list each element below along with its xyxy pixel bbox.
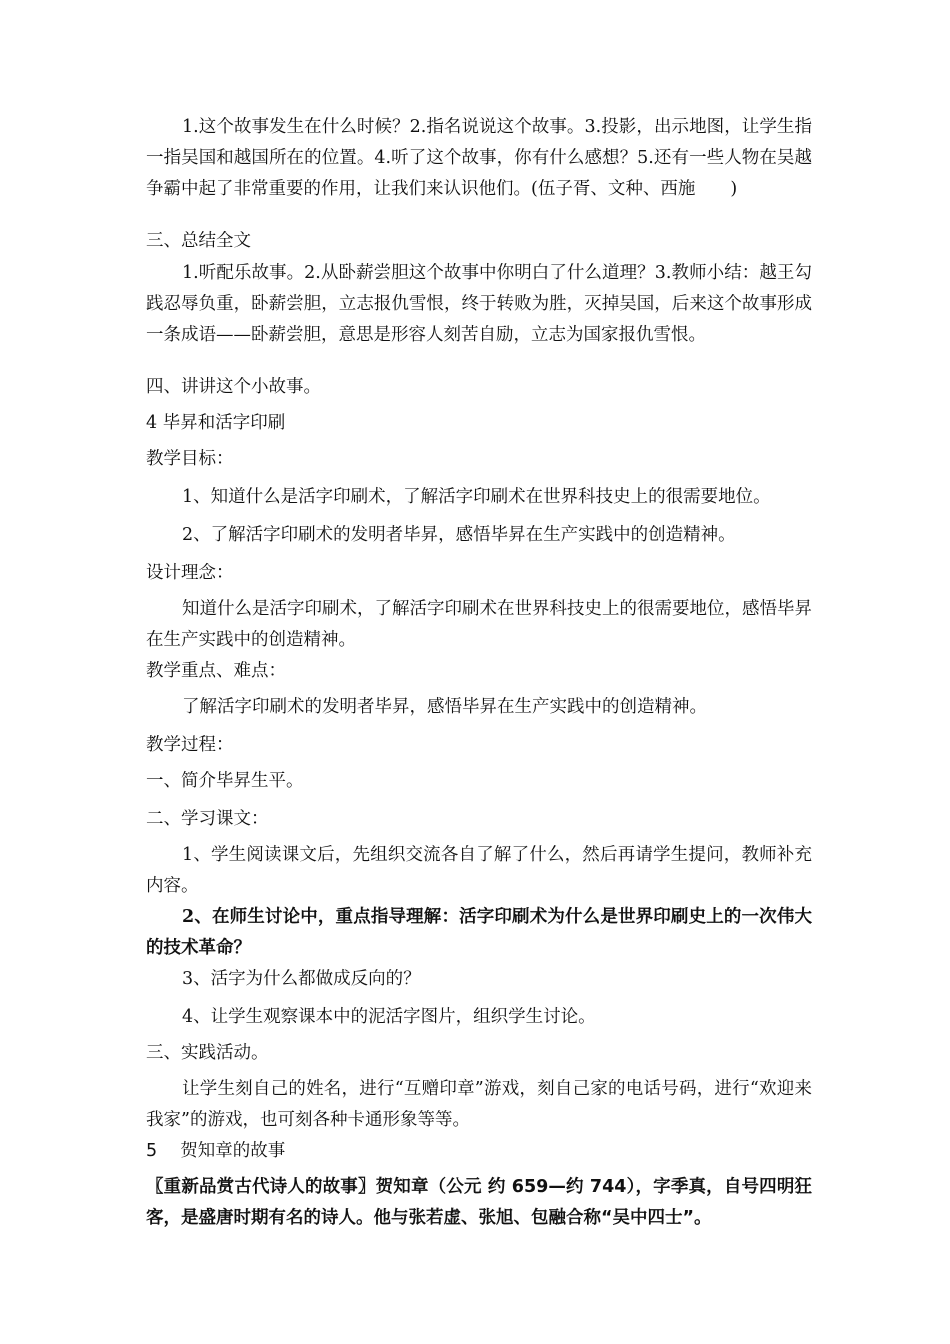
- paragraph-summary-steps: 1.听配乐故事。2.从卧薪尝胆这个故事中你明白了什么道理？3.教师小结：越王勾践忍辱负重，卧薪尝胆，立志报仇雪恨，终于转败为胜，灭掉吴国，后来这个故事形成一条成语——卧薪尝胆，意思是形容人刻苦自励，立志为国家报仇雪恨。: [146, 263, 812, 345]
- paragraph-story-questions: 1.这个故事发生在什么时候？2.指名说说这个故事。3.投影，出示地图，让学生指一指吴国和越国所在的位置。4.听了这个故事，你有什么感想？5.还有一些人物在吴越争霸中起了非常重要的作用，让我们来认识他们。(伍子胥、文种、西施 ): [146, 117, 812, 199]
- process-step-2: 二、学习课文：: [146, 809, 269, 829]
- paragraph-he-zhizhang-intro: 〖重新品赏古代诗人的故事〗贺知章（公元 约 659—约 744），字季真，自号四明狂客，是盛唐时期有名的诗人。他与张若虚、张旭、包融合称“吴中四士”。: [146, 1177, 812, 1228]
- lesson-title-bisheng: 4 毕昇和活字印刷: [146, 413, 286, 433]
- paragraph-key-points: 了解活字印刷术的发明者毕昇，感悟毕昇在生产实践中的创造精神。: [182, 697, 707, 717]
- process-step-1: 一、简介毕昇生平。: [146, 771, 304, 791]
- process-item-2-bold: 2、在师生讨论中，重点指导理解：活字印刷术为什么是世界印刷史上的一次伟大的技术革命？: [146, 907, 812, 958]
- paragraph-design-concept: 知道什么是活字印刷术，了解活字印刷术在世界科技史上的很需要地位，感悟毕昇在生产实践中的创造精神。: [146, 599, 812, 650]
- heading-retell-story: 四、讲讲这个小故事。: [146, 377, 321, 397]
- heading-teaching-process: 教学过程：: [146, 735, 234, 755]
- process-item-1: 1、学生阅读课文后，先组织交流各自了解了什么，然后再请学生提问，教师补充内容。: [146, 845, 812, 896]
- heading-design-concept: 设计理念：: [146, 563, 234, 583]
- process-item-4: 4、让学生观察课本中的泥活字图片，组织学生讨论。: [182, 1007, 596, 1027]
- goal-item-1: 1、知道什么是活字印刷术，了解活字印刷术在世界科技史上的很需要地位。: [182, 487, 771, 507]
- heading-key-difficult-points: 教学重点、难点：: [146, 661, 286, 681]
- heading-summary: 三、总结全文: [146, 231, 251, 251]
- process-item-3: 3、活字为什么都做成反向的？: [182, 969, 421, 989]
- heading-teaching-goals: 教学目标：: [146, 449, 234, 469]
- heading-practice-activity: 三、实践活动。: [146, 1043, 269, 1063]
- lesson-title-he-zhizhang: 5 贺知章的故事: [146, 1141, 286, 1161]
- paragraph-practice-activity: 让学生刻自己的姓名，进行“互赠印章”游戏，刻自己家的电话号码，进行“欢迎来我家”的游戏，也可刻各种卡通形象等等。: [146, 1079, 812, 1130]
- goal-item-2: 2、了解活字印刷术的发明者毕昇，感悟毕昇在生产实践中的创造精神。: [182, 525, 736, 545]
